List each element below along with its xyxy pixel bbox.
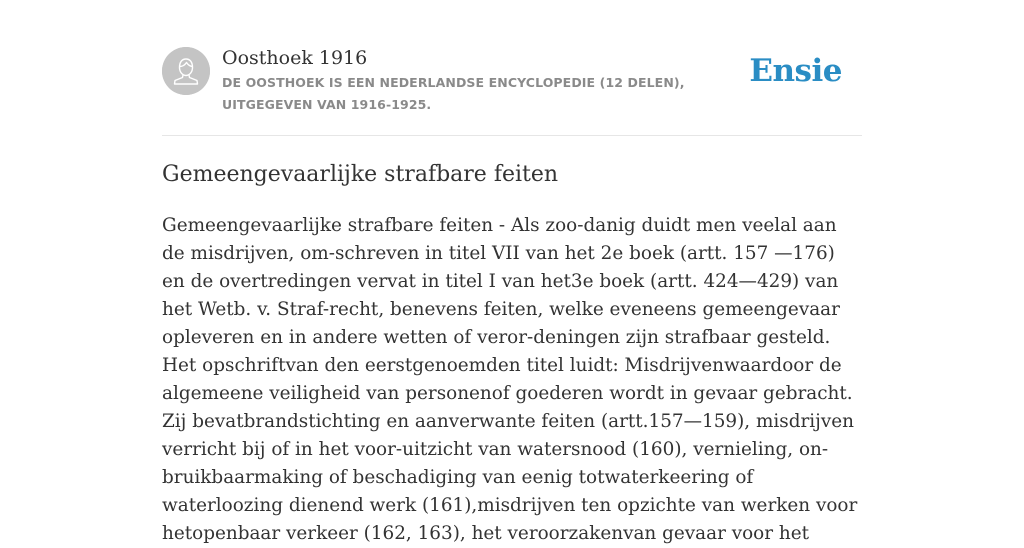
article-title: Gemeengevaarlijke strafbare feiten — [162, 162, 559, 187]
source-description: DE OOSTHOEK IS EEN NEDERLANDSE ENCYCLOPEDIE (12 DELEN), UITGEGEVEN VAN 1916-1925. — [222, 75, 685, 112]
article-body: Gemeengevaarlijke strafbare feiten - Als zoo-danig duidt men veelal aan de misdrijven, om-schreven in titel VII van het 2e boek (artt. 157 —176) en de overtredingen vervat in titel I van het3e boek (artt. 424—429) van het Wetb. v. Straf-recht, benevens feiten, welke eveneens gemeengevaar opleveren en in andere wetten of veror-deningen zijn strafbaar gesteld. Het opschriftvan den eerstgenoemden titel luidt: Misdrijvenwaardoor de algemeene veiligheid van personenof goederen wordt in gevaar gebracht. Zij bevatbrandstichting en aanverwante feiten (artt.157—159), misdrijven verricht bij of in het voor-uitzicht van watersnood (160), vernieling, on-bruikbaarmaking of beschadiging van eenig totwaterkeering of waterloozing dienend werk (161),misdrijven ten opzichte van werken voor hetopenbaar verkeer (162, 163), het veroorzakenvan gevaar voor het — [162, 215, 858, 544]
ensie-logo[interactable]: Ensie — [749, 53, 842, 89]
source-header — [162, 46, 862, 116]
avatar[interactable] — [162, 47, 210, 95]
source-title[interactable]: Oosthoek 1916 — [222, 47, 368, 69]
header-divider — [162, 135, 862, 136]
user-outline-icon — [162, 47, 210, 95]
